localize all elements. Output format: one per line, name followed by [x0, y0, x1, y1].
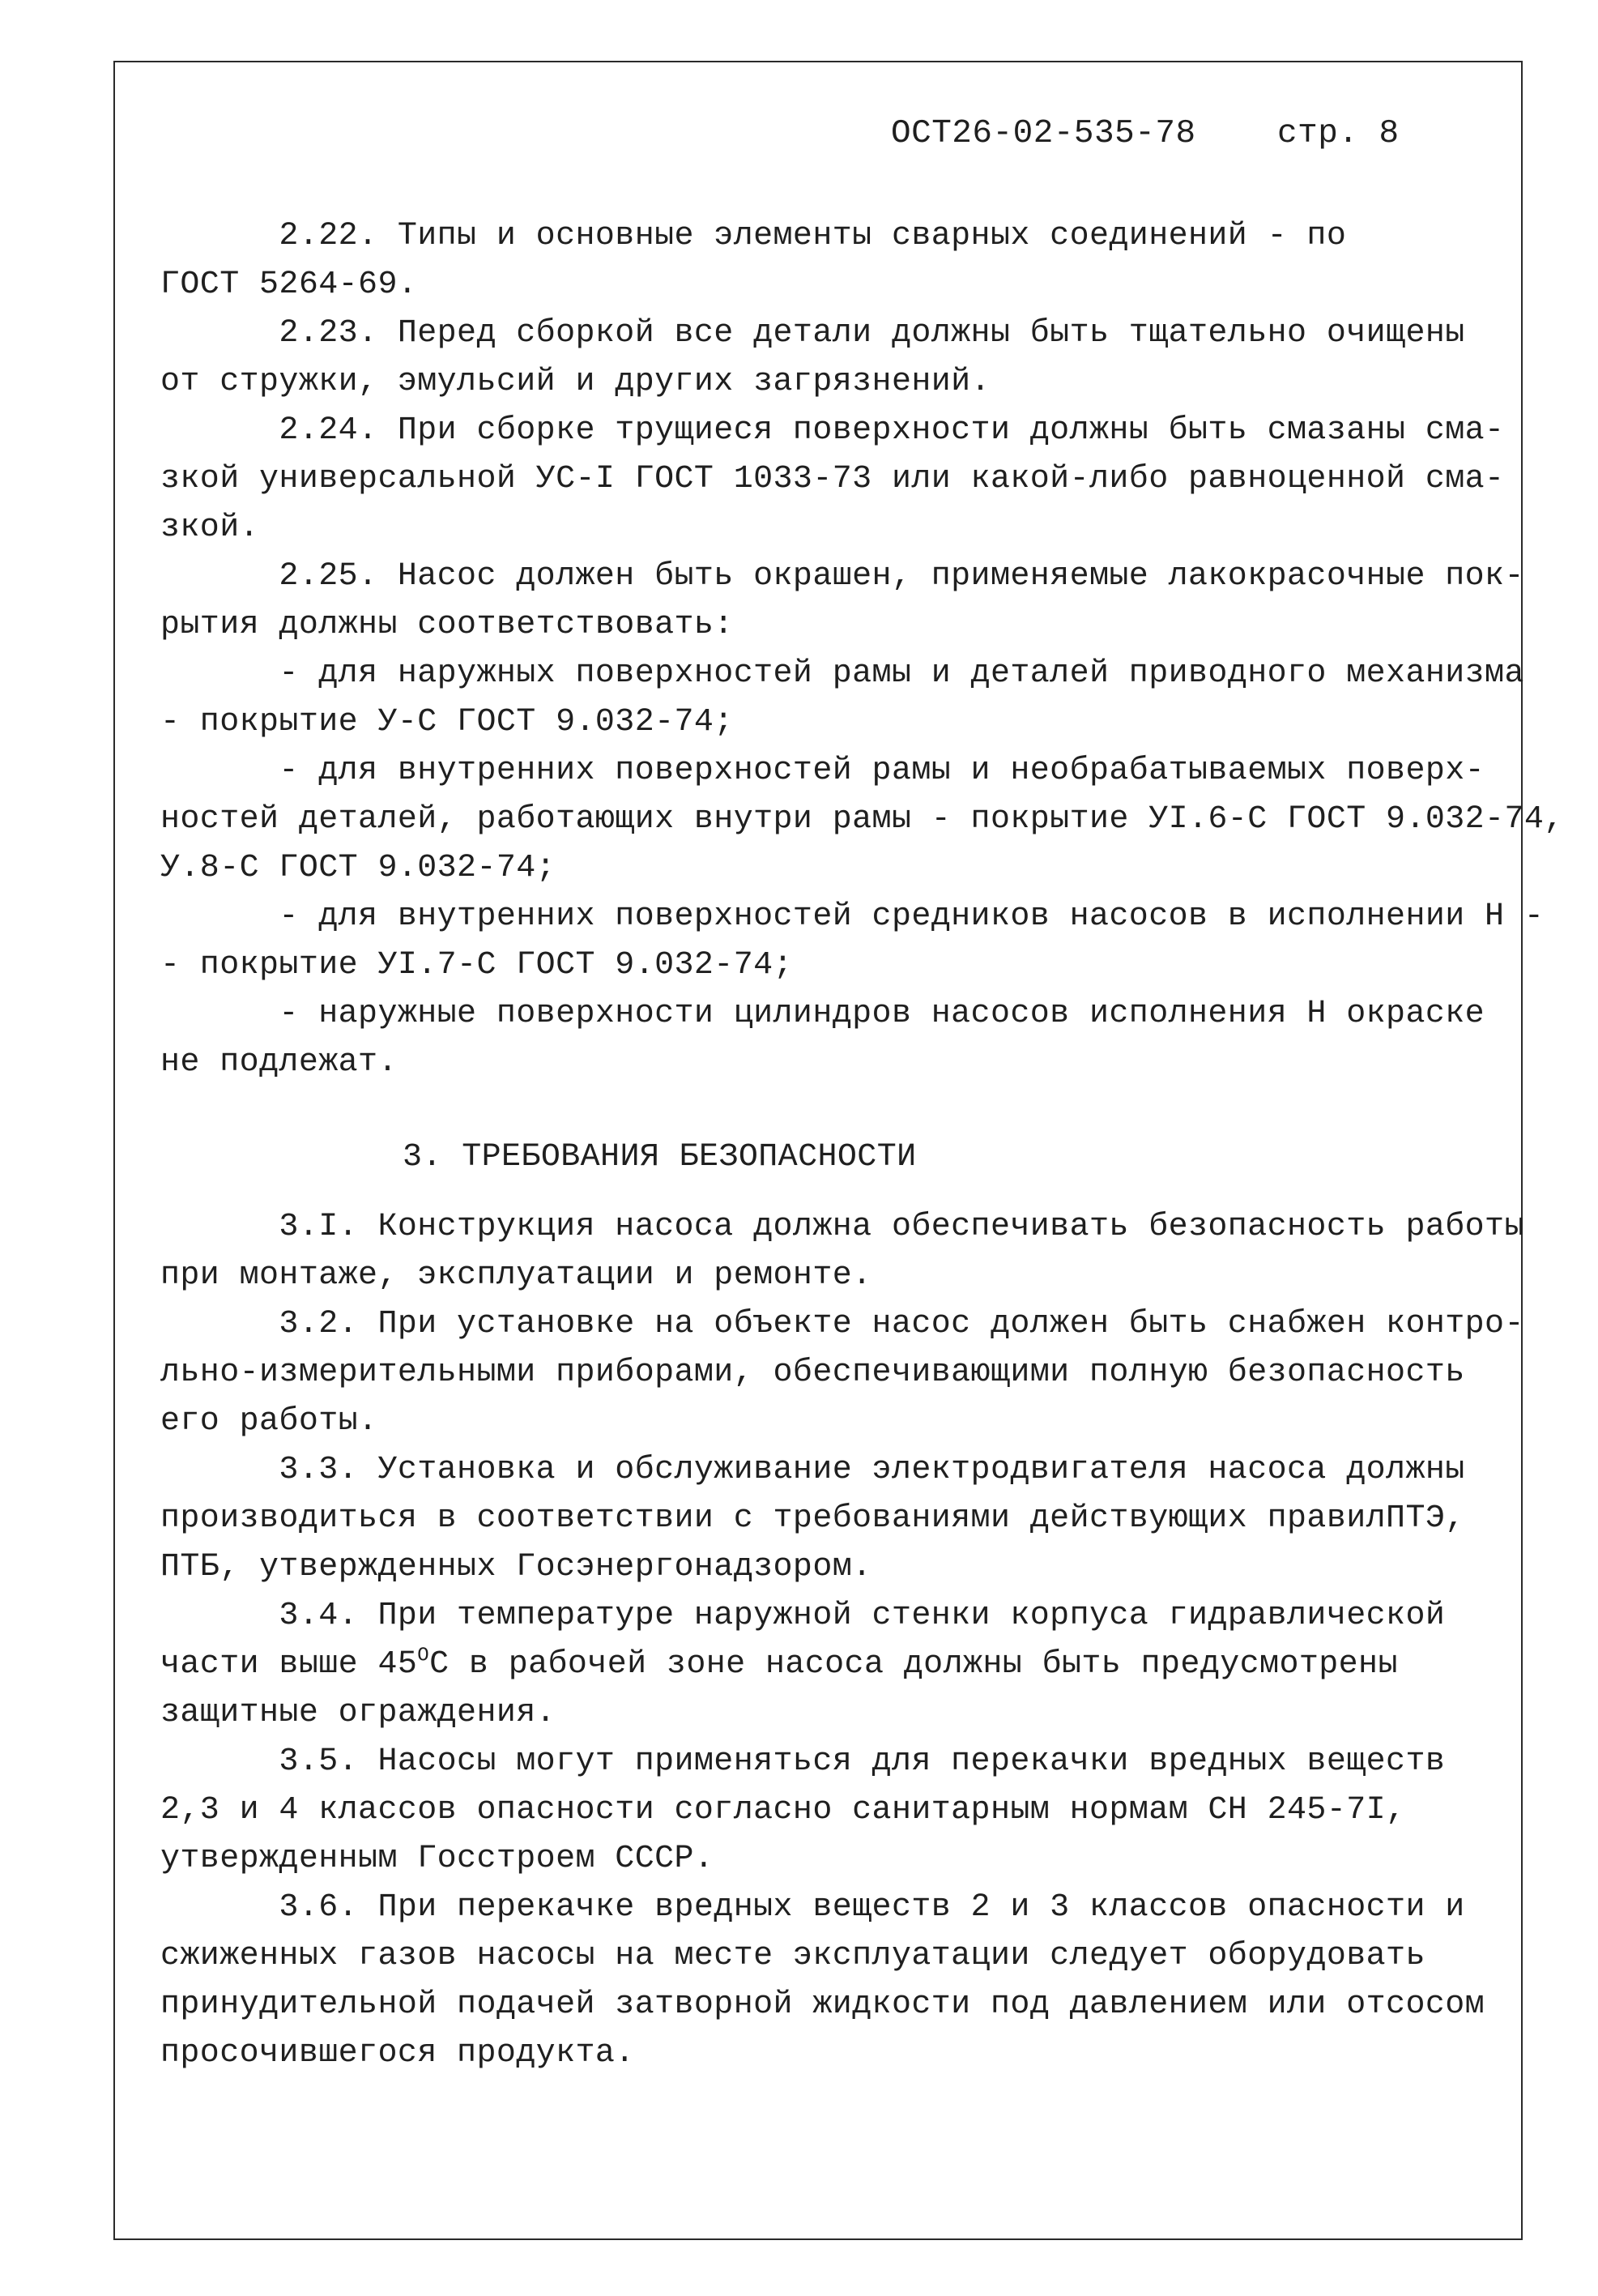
text-line: 3.6. При перекачке вредных веществ 2 и 3 классов опасности и [160, 1889, 1465, 1926]
text-line: - покрытие У-С ГОСТ 9.032-74; [160, 704, 734, 740]
section-3-body [160, 1203, 1537, 2078]
text-line: утвержденным Госстроем СССР. [160, 1841, 714, 1877]
text-line: 3.2. При установке на объекте насос должен быть снабжен контро- [160, 1306, 1524, 1342]
text-line: 3.3. Установка и обслуживание электродвигателя насоса должны [160, 1452, 1465, 1488]
page-header [891, 115, 1400, 152]
text-line: зкой. [160, 510, 260, 546]
text-line: 3.5. Насосы могут применяться для перекачки вредных веществ [160, 1743, 1446, 1780]
text-line: - покрытие УI.7-С ГОСТ 9.032-74; [160, 947, 793, 984]
text-line: льно-измерительными приборами, обеспечивающими полную безопасность [160, 1355, 1465, 1391]
text-line: не подлежат. [160, 1044, 398, 1081]
text-line: 2.25. Насос должен быть окрашен, применяемые лакокрасочные пок- [160, 558, 1524, 595]
text-line: - для внутренних поверхностей рамы и необрабатываемых поверх- [160, 753, 1485, 789]
text-line: сжиженных газов насосы на месте эксплуатации следует оборудовать [160, 1938, 1425, 1974]
text-line: 3.4. При температуре наружной стенки корпуса гидравлической [160, 1598, 1446, 1634]
text-line: рытия должны соответствовать: [160, 607, 734, 643]
text-line: 2,3 и 4 классов опасности согласно санитарным нормам СН 245-7I, [160, 1792, 1406, 1829]
doc-code: ОСТ26-02-535-78 [891, 115, 1196, 152]
text-line: 2.22. Типы и основные элементы сварных соединений - по [160, 218, 1347, 254]
text-line: защитные ограждения. [160, 1695, 556, 1731]
text-line: при монтаже, эксплуатации и ремонте. [160, 1257, 872, 1294]
text-line: У.8-С ГОСТ 9.032-74; [160, 850, 556, 886]
text-line: - для внутренних поверхностей средников насосов в исполнении Н - [160, 898, 1545, 935]
section-2-body [160, 212, 1564, 1087]
degree-sign: O [417, 1645, 430, 1667]
text-line: просочившегося продукта. [160, 2035, 635, 2072]
text-line: - наружные поверхности цилиндров насосов исполнения Н окраске [160, 996, 1485, 1032]
text-line: ПТБ, утвержденных Госэнергонадзором. [160, 1549, 872, 1585]
section-3-title: 3. ТРЕБОВАНИЯ БЕЗОПАСНОСТИ [403, 1139, 917, 1176]
text-line: - для наружных поверхностей рамы и деталей приводного механизма [160, 655, 1524, 692]
text-line: 3.I. Конструкция насоса должна обеспечивать безопасность работы [160, 1209, 1524, 1245]
text-line: его работы. [160, 1403, 378, 1440]
text-line: принудительной подачей затворной жидкости под давлением или отсосом [160, 1987, 1485, 2023]
text-line: 2.24. При сборке трущиеся поверхности должны быть смазаны сма- [160, 412, 1505, 449]
text-line: 2.23. Перед сборкой все детали должны быть тщательно очищены [160, 315, 1465, 352]
page-number: стр. 8 [1276, 115, 1400, 152]
text-line: от стружки, эмульсий и других загрязнений. [160, 364, 991, 400]
text-line: ностей деталей, работающих внутри рамы - покрытие УI.6-С ГОСТ 9.032-74, [160, 801, 1564, 838]
text-line-temperature: части выше $45^OС$ в рабочей зоне насоса должны быть предусмотрены [160, 1645, 1398, 1683]
text-line: зкой универсальной УС-I ГОСТ 1033-73 или какой-либо равноценной сма- [160, 461, 1505, 497]
text-line: производиться в соответствии с требованиями действующих правилПТЭ, [160, 1500, 1465, 1537]
text-line: ГОСТ 5264-69. [160, 267, 418, 303]
